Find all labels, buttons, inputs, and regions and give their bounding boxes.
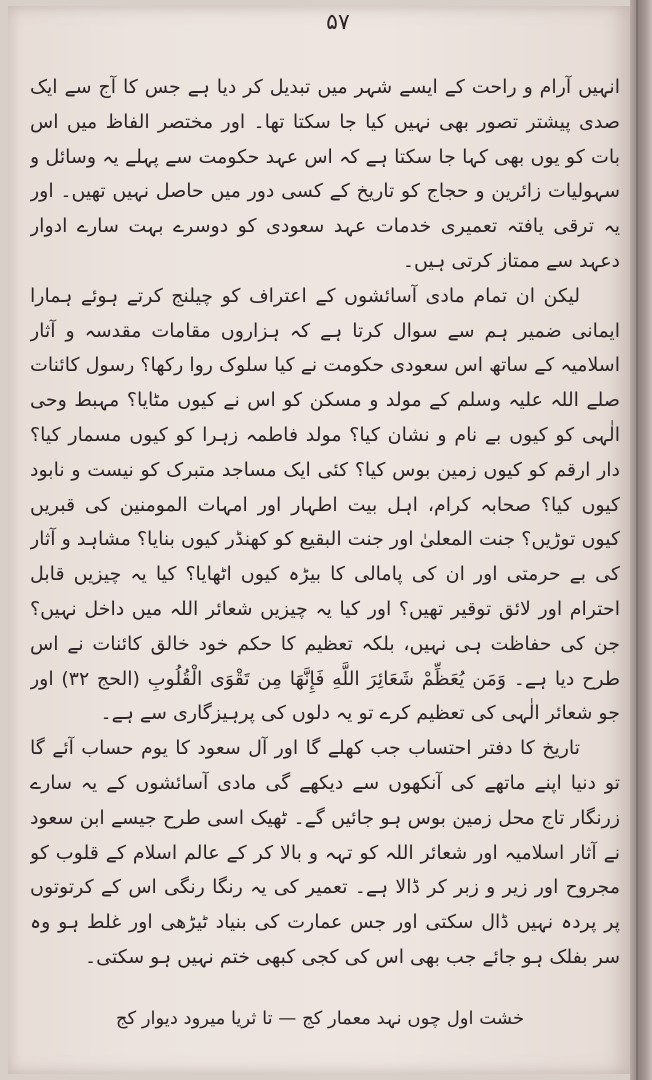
- paragraph-2: لیکن ان تمام مادی آسائشوں کے اعتراف کو چیلنج کرتے ہوئے ہمارا ایمانی ضمیر ہم سے سوال کرتا ہے کہ ہزاروں مقامات مقدسہ و آثار اسلامیہ کے ساتھ اس سعودی حکومت نے کیا سلوک روا رکھا؟ رسول کائنات صلے اللہ علیہ وسلم کے مولد و مسکن کو اس نے کیوں مٹایا؟ مہبط وحی الٰہی کو کیوں بے نام و نشان کیا؟ مولد فاطمہ زہرا کو کیوں مسمار کیا؟ دار ارقم کو کیوں زمین بوس کیا؟ کئی ایک مساجد متبرک کو نیست و نابود کیوں کیا؟ صحابہ کرام، اہل بیت اطہار اور امہات المومنین کی قبریں کیوں توڑیں؟ جنت المعلیٰ اور جنت البقیع کو کھنڈر کیوں بنایا؟ مشاہد و آثار کی بے حرمتی اور ان کی پامالی کا بیڑہ کیوں اٹھایا؟ کیا یہ چیزیں قابل احترام اور لائق توقیر تھیں؟ اور کیا یہ چیزیں شعائر اللہ میں داخل نہیں؟ جن کی حفاظت ہی نہیں، بلکہ تعظیم کا حکم خود خالق کائنات نے اس طرح دیا ہے۔ وَمَن يُعَظِّمْ شَعَائِرَ اللَّهِ فَإِنَّهَا مِن تَقْوَى الْقُلُوبِ (الحج ۳۲) اور جو شعائر الٰہی کی تعظیم کرے تو یہ دلوں کی پرہیزگاری سے ہے۔: [30, 284, 620, 725]
- binding-edge-line: [636, 0, 638, 1080]
- book-binding: [630, 0, 652, 1080]
- urdu-text-body: [30, 70, 620, 1060]
- page-number: ۵۷: [326, 10, 350, 35]
- persian-verse: خشت اول چوں نہد معمار کج — تا ثریا میرود دیوار کج: [115, 1008, 525, 1029]
- paragraph-1: انہیں آرام و راحت کے ایسے شہر میں تبدیل کر دیا ہے جس کا آج سے ایک صدی پیشتر تصور بھی نہیں کیا جا سکتا تھا۔ اور مختصر الفاظ میں اس بات کو یوں بھی کہا جا سکتا ہے کہ اس عہد حکومت سے پہلے یہ وسائل و سہولیات زائرین و حجاج کو تاریخ کے کسی دور میں حاصل نہیں تھیں۔ اور یہ ترقی یافتہ تعمیری خدمات عہد سعودی کو دوسرے بہت سارے ادوار دعہد سے ممتاز کرتی ہیں۔: [30, 76, 620, 272]
- paragraph-3: تاریخ کا دفتر احتساب جب کھلے گا اور آل سعود کا یوم حساب آئے گا تو دنیا اپنے ماتھے کی آنکھوں سے دیکھے گی مادی آسائشوں کے یہ سارے زرنگار تاج محل زمین بوس ہو جائیں گے۔ ٹھیک اسی طرح جیسے ابن سعود نے آثار اسلامیہ اور شعائر اللہ کو تہہ و بالا کر کے عالم اسلام کے قلوب کو مجروح اور زیر و زبر کر ڈالا ہے۔ تعمیر کی یہ رنگا رنگی اس کے کرتوتوں پر پردہ نہیں ڈال سکتی اور جس عمارت کی بنیاد ٹیڑھی اور غلط ہو وہ سر بفلک ہو جائے جب بھی اس کی کجی کبھی ختم نہیں ہو سکتی۔: [30, 737, 620, 968]
